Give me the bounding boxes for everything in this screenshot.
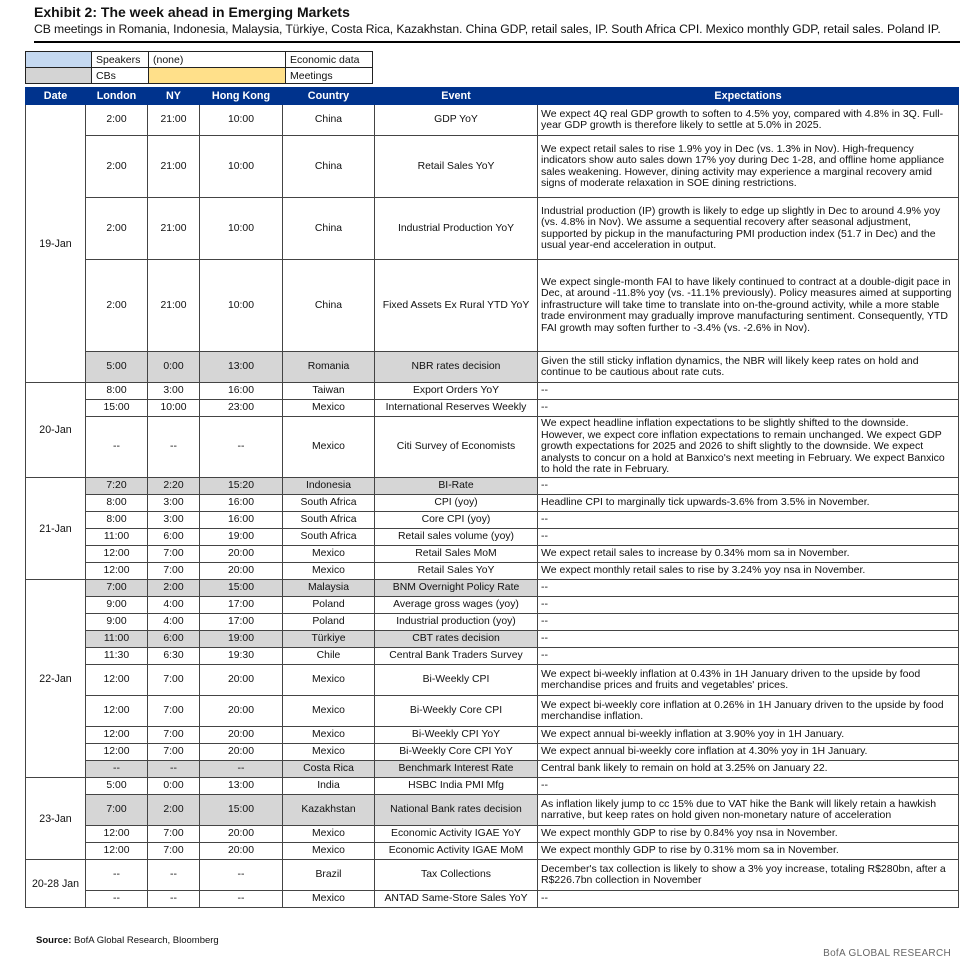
header-ny: NY bbox=[148, 88, 200, 105]
expectations-cell: Industrial production (IP) growth is likely to edge up slightly in Dec to around 4.9% yoy (vs. 4.8% in Nov). We assume a sequential recovery after seasonal adjustment, supported by pickup in the manufacturing PMI production index (51.7 in Dec) and the usual year-end acceleration in output. bbox=[538, 198, 959, 260]
ny-time-cell: -- bbox=[148, 417, 200, 478]
hong-kong-time-cell: 13:00 bbox=[200, 352, 283, 383]
london-time-cell: 12:00 bbox=[86, 546, 148, 563]
expectations-cell: We expect retail sales to increase by 0.34% mom sa in November. bbox=[538, 546, 959, 563]
event-cell: BI-Rate bbox=[375, 478, 538, 495]
table-row bbox=[26, 614, 959, 631]
hong-kong-time-cell: 23:00 bbox=[200, 400, 283, 417]
country-cell: Mexico bbox=[283, 665, 375, 696]
ny-time-cell: 0:00 bbox=[148, 778, 200, 795]
table-row bbox=[26, 198, 959, 260]
header-london: London bbox=[86, 88, 148, 105]
hong-kong-time-cell: 20:00 bbox=[200, 546, 283, 563]
table-row bbox=[26, 727, 959, 744]
country-cell: Taiwan bbox=[283, 383, 375, 400]
country-cell: Kazakhstan bbox=[283, 795, 375, 826]
expectations-cell: -- bbox=[538, 614, 959, 631]
hong-kong-time-cell: 10:00 bbox=[200, 198, 283, 260]
event-cell: National Bank rates decision bbox=[375, 795, 538, 826]
event-cell: Retail Sales YoY bbox=[375, 136, 538, 198]
event-cell: Economic Activity IGAE MoM bbox=[375, 843, 538, 860]
table-row bbox=[26, 383, 959, 400]
ny-time-cell: 21:00 bbox=[148, 105, 200, 136]
event-cell: Bi-Weekly Core CPI bbox=[375, 696, 538, 727]
hong-kong-time-cell: 10:00 bbox=[200, 136, 283, 198]
table-row bbox=[26, 761, 959, 778]
date-cell: 20-Jan bbox=[26, 383, 86, 478]
events-table bbox=[25, 87, 959, 908]
hong-kong-time-cell: 20:00 bbox=[200, 563, 283, 580]
legend-cbs-swatch bbox=[26, 68, 92, 84]
event-cell: Benchmark Interest Rate bbox=[375, 761, 538, 778]
london-time-cell: 12:00 bbox=[86, 665, 148, 696]
event-cell: Bi-Weekly CPI YoY bbox=[375, 727, 538, 744]
country-cell: Mexico bbox=[283, 696, 375, 727]
ny-time-cell: 7:00 bbox=[148, 563, 200, 580]
footer-brand: BofA GLOBAL RESEARCH bbox=[823, 948, 951, 959]
ny-time-cell: -- bbox=[148, 891, 200, 908]
date-cell: 21-Jan bbox=[26, 478, 86, 580]
london-time-cell: 8:00 bbox=[86, 495, 148, 512]
hong-kong-time-cell: 10:00 bbox=[200, 105, 283, 136]
hong-kong-time-cell: 19:00 bbox=[200, 529, 283, 546]
expectations-cell: We expect monthly GDP to rise by 0.31% mom sa in November. bbox=[538, 843, 959, 860]
event-cell: Bi-Weekly Core CPI YoY bbox=[375, 744, 538, 761]
date-cell: 23-Jan bbox=[26, 778, 86, 860]
event-cell: HSBC India PMI Mfg bbox=[375, 778, 538, 795]
ny-time-cell: 7:00 bbox=[148, 727, 200, 744]
hong-kong-time-cell: 16:00 bbox=[200, 512, 283, 529]
event-cell: Retail sales volume (yoy) bbox=[375, 529, 538, 546]
country-cell: China bbox=[283, 136, 375, 198]
event-cell: Economic Activity IGAE YoY bbox=[375, 826, 538, 843]
ny-time-cell: 7:00 bbox=[148, 546, 200, 563]
country-cell: Indonesia bbox=[283, 478, 375, 495]
london-time-cell: 2:00 bbox=[86, 260, 148, 352]
event-cell: CPI (yoy) bbox=[375, 495, 538, 512]
hong-kong-time-cell: 20:00 bbox=[200, 696, 283, 727]
expectations-cell: -- bbox=[538, 400, 959, 417]
table-row bbox=[26, 105, 959, 136]
table-row bbox=[26, 597, 959, 614]
date-cell: 20-28 Jan bbox=[26, 860, 86, 908]
event-cell: Bi-Weekly CPI bbox=[375, 665, 538, 696]
country-cell: Mexico bbox=[283, 843, 375, 860]
legend-economic-data-label: Economic data bbox=[286, 52, 373, 68]
london-time-cell: 12:00 bbox=[86, 563, 148, 580]
table-row bbox=[26, 665, 959, 696]
ny-time-cell: 4:00 bbox=[148, 614, 200, 631]
event-cell: Industrial Production YoY bbox=[375, 198, 538, 260]
table-row bbox=[26, 495, 959, 512]
london-time-cell: 12:00 bbox=[86, 826, 148, 843]
london-time-cell: 7:00 bbox=[86, 795, 148, 826]
country-cell: Türkiye bbox=[283, 631, 375, 648]
table-row bbox=[26, 744, 959, 761]
expectations-cell: -- bbox=[538, 631, 959, 648]
header-event: Event bbox=[375, 88, 538, 105]
ny-time-cell: 2:00 bbox=[148, 580, 200, 597]
expectations-cell: -- bbox=[538, 512, 959, 529]
ny-time-cell: 21:00 bbox=[148, 198, 200, 260]
legend-speakers-swatch bbox=[26, 52, 92, 68]
hong-kong-time-cell: 20:00 bbox=[200, 843, 283, 860]
london-time-cell: 8:00 bbox=[86, 383, 148, 400]
expectations-cell: We expect headline inflation expectations to be slightly shifted to the downside. However, we expect core inflation expectations to remain unchanged. We expect GDP growth expectations for 2025 and 2026 to shift slightly to the downside. We expect analysts to concur on a hold at Banxico's next meeting in February. We expect Banxico to hold the rate in February. bbox=[538, 417, 959, 478]
ny-time-cell: 2:00 bbox=[148, 795, 200, 826]
london-time-cell: 9:00 bbox=[86, 597, 148, 614]
london-time-cell: 11:00 bbox=[86, 631, 148, 648]
london-time-cell: 7:00 bbox=[86, 580, 148, 597]
london-time-cell: 12:00 bbox=[86, 696, 148, 727]
event-cell: CBT rates decision bbox=[375, 631, 538, 648]
country-cell: Mexico bbox=[283, 826, 375, 843]
hong-kong-time-cell: 13:00 bbox=[200, 778, 283, 795]
table-row bbox=[26, 696, 959, 727]
table-row bbox=[26, 648, 959, 665]
event-cell: GDP YoY bbox=[375, 105, 538, 136]
legend-speakers-label: Speakers bbox=[92, 52, 149, 68]
country-cell: India bbox=[283, 778, 375, 795]
header-country: Country bbox=[283, 88, 375, 105]
expectations-cell: Headline CPI to marginally tick upwards-3.6% from 3.5% in November. bbox=[538, 495, 959, 512]
expectations-cell: Given the still sticky inflation dynamics, the NBR will likely keep rates on hold and continue to be cautious about rate cuts. bbox=[538, 352, 959, 383]
ny-time-cell: 21:00 bbox=[148, 136, 200, 198]
country-cell: Mexico bbox=[283, 563, 375, 580]
ny-time-cell: 10:00 bbox=[148, 400, 200, 417]
event-cell: Central Bank Traders Survey bbox=[375, 648, 538, 665]
expectations-cell: We expect annual bi-weekly inflation at 3.90% yoy in 1H January. bbox=[538, 727, 959, 744]
date-cell: 22-Jan bbox=[26, 580, 86, 778]
table-row bbox=[26, 843, 959, 860]
london-time-cell: -- bbox=[86, 761, 148, 778]
country-cell: Mexico bbox=[283, 727, 375, 744]
table-row bbox=[26, 400, 959, 417]
source-text: BofA Global Research, Bloomberg bbox=[74, 935, 219, 946]
expectations-cell: We expect single-month FAI to have likely continued to contract at a double-digit pace in Dec, at around -11.8% yoy (vs. -11.1% previously). Policy measures aimed at supporting infrastructure will take time to translate into on-the-ground activity, while a more stable trade environment may gradually improve manufacturing sentiment. Consequently, YTD FAI growth may soften further to -3.4% (vs. -2.6% in Nov). bbox=[538, 260, 959, 352]
country-cell: Mexico bbox=[283, 400, 375, 417]
table-row bbox=[26, 778, 959, 795]
table-row bbox=[26, 352, 959, 383]
ny-time-cell: 7:00 bbox=[148, 665, 200, 696]
ny-time-cell: -- bbox=[148, 860, 200, 891]
event-cell: BNM Overnight Policy Rate bbox=[375, 580, 538, 597]
legend-speakers-highlight-swatch bbox=[149, 68, 286, 84]
country-cell: Poland bbox=[283, 614, 375, 631]
london-time-cell: 5:00 bbox=[86, 778, 148, 795]
country-cell: Mexico bbox=[283, 891, 375, 908]
hong-kong-time-cell: 19:00 bbox=[200, 631, 283, 648]
london-time-cell: 2:00 bbox=[86, 198, 148, 260]
country-cell: Mexico bbox=[283, 744, 375, 761]
event-cell: Average gross wages (yoy) bbox=[375, 597, 538, 614]
london-time-cell: 15:00 bbox=[86, 400, 148, 417]
legend-table bbox=[25, 51, 373, 84]
hong-kong-time-cell: 20:00 bbox=[200, 826, 283, 843]
country-cell: China bbox=[283, 260, 375, 352]
expectations-cell: -- bbox=[538, 478, 959, 495]
expectations-cell: We expect retail sales to rise 1.9% yoy in Dec (vs. 1.3% in Nov). High-frequency indicators show auto sales down 17% yoy during Dec 1-28, and offline home appliance sales weakening. However, dining activity may experience a marginal recovery amid signs of moderate relaxation in SOE dining restrictions. bbox=[538, 136, 959, 198]
header-date: Date bbox=[26, 88, 86, 105]
table-row bbox=[26, 563, 959, 580]
table-row bbox=[26, 478, 959, 495]
exhibit-title: Exhibit 2: The week ahead in Emerging Markets bbox=[34, 4, 350, 20]
ny-time-cell: 6:00 bbox=[148, 529, 200, 546]
ny-time-cell: 3:00 bbox=[148, 512, 200, 529]
source-label: Source: bbox=[36, 935, 72, 946]
table-header-row bbox=[26, 88, 959, 105]
exhibit-subtitle: CB meetings in Romania, Indonesia, Malaysia, Türkiye, Costa Rica, Kazakhstan. China GDP, retail sales, IP. South Africa CPI. Mexico monthly GDP, retail sales. Poland IP. bbox=[34, 22, 941, 36]
expectations-cell: We expect bi-weekly inflation at 0.43% in 1H January driven to the upside by food merchandise prices and fruits and vegetables' prices. bbox=[538, 665, 959, 696]
hong-kong-time-cell: 17:00 bbox=[200, 614, 283, 631]
country-cell: Chile bbox=[283, 648, 375, 665]
country-cell: Costa Rica bbox=[283, 761, 375, 778]
expectations-cell: -- bbox=[538, 580, 959, 597]
hong-kong-time-cell: 16:00 bbox=[200, 495, 283, 512]
expectations-cell: -- bbox=[538, 778, 959, 795]
table-row bbox=[26, 891, 959, 908]
table-row bbox=[26, 580, 959, 597]
expectations-cell: -- bbox=[538, 597, 959, 614]
ny-time-cell: 3:00 bbox=[148, 495, 200, 512]
event-cell: Citi Survey of Economists bbox=[375, 417, 538, 478]
event-cell: ANTAD Same-Store Sales YoY bbox=[375, 891, 538, 908]
hong-kong-time-cell: 15:00 bbox=[200, 795, 283, 826]
london-time-cell: 7:20 bbox=[86, 478, 148, 495]
hong-kong-time-cell: 10:00 bbox=[200, 260, 283, 352]
expectations-cell: -- bbox=[538, 383, 959, 400]
expectations-cell: We expect 4Q real GDP growth to soften to 4.5% yoy, compared with 4.8% in 3Q. Full-year GDP growth is therefore likely to settle at 5.0% in 2025. bbox=[538, 105, 959, 136]
ny-time-cell: 7:00 bbox=[148, 843, 200, 860]
table-row bbox=[26, 260, 959, 352]
expectations-cell: -- bbox=[538, 529, 959, 546]
date-cell: 19-Jan bbox=[26, 105, 86, 383]
london-time-cell: 11:00 bbox=[86, 529, 148, 546]
legend-none-label: (none) bbox=[149, 52, 286, 68]
london-time-cell: 11:30 bbox=[86, 648, 148, 665]
table-row bbox=[26, 860, 959, 891]
london-time-cell: 12:00 bbox=[86, 727, 148, 744]
event-cell: Fixed Assets Ex Rural YTD YoY bbox=[375, 260, 538, 352]
ny-time-cell: 6:30 bbox=[148, 648, 200, 665]
ny-time-cell: 6:00 bbox=[148, 631, 200, 648]
ny-time-cell: 7:00 bbox=[148, 696, 200, 727]
country-cell: Mexico bbox=[283, 546, 375, 563]
country-cell: South Africa bbox=[283, 512, 375, 529]
country-cell: Romania bbox=[283, 352, 375, 383]
hong-kong-time-cell: -- bbox=[200, 761, 283, 778]
header-expectations: Expectations bbox=[538, 88, 959, 105]
london-time-cell: 12:00 bbox=[86, 744, 148, 761]
country-cell: China bbox=[283, 198, 375, 260]
country-cell: China bbox=[283, 105, 375, 136]
table-row bbox=[26, 529, 959, 546]
ny-time-cell: 7:00 bbox=[148, 744, 200, 761]
expectations-cell: Central bank likely to remain on hold at 3.25% on January 22. bbox=[538, 761, 959, 778]
table-row bbox=[26, 631, 959, 648]
hong-kong-time-cell: 17:00 bbox=[200, 597, 283, 614]
table-row bbox=[26, 417, 959, 478]
expectations-cell: We expect bi-weekly core inflation at 0.26% in 1H January driven to the upside by food merchandise inflation. bbox=[538, 696, 959, 727]
london-time-cell: 12:00 bbox=[86, 843, 148, 860]
ny-time-cell: 7:00 bbox=[148, 826, 200, 843]
ny-time-cell: 21:00 bbox=[148, 260, 200, 352]
event-cell: International Reserves Weekly bbox=[375, 400, 538, 417]
source-note bbox=[36, 935, 219, 946]
hong-kong-time-cell: 16:00 bbox=[200, 383, 283, 400]
london-time-cell: 2:00 bbox=[86, 136, 148, 198]
expectations-cell: -- bbox=[538, 891, 959, 908]
hong-kong-time-cell: 20:00 bbox=[200, 665, 283, 696]
country-cell: South Africa bbox=[283, 495, 375, 512]
country-cell: Poland bbox=[283, 597, 375, 614]
hong-kong-time-cell: -- bbox=[200, 417, 283, 478]
expectations-cell: December's tax collection is likely to show a 3% yoy increase, totaling R$280bn, after a R$226.7bn collection in November bbox=[538, 860, 959, 891]
legend-meetings-label: Meetings bbox=[286, 68, 373, 84]
ny-time-cell: 4:00 bbox=[148, 597, 200, 614]
event-cell: Tax Collections bbox=[375, 860, 538, 891]
expectations-cell: We expect monthly GDP to rise by 0.84% yoy nsa in November. bbox=[538, 826, 959, 843]
expectations-cell: We expect annual bi-weekly core inflation at 4.30% yoy in 1H January. bbox=[538, 744, 959, 761]
country-cell: South Africa bbox=[283, 529, 375, 546]
hong-kong-time-cell: 19:30 bbox=[200, 648, 283, 665]
ny-time-cell: -- bbox=[148, 761, 200, 778]
london-time-cell: 9:00 bbox=[86, 614, 148, 631]
london-time-cell: -- bbox=[86, 891, 148, 908]
table-row bbox=[26, 136, 959, 198]
event-cell: Retail Sales YoY bbox=[375, 563, 538, 580]
ny-time-cell: 3:00 bbox=[148, 383, 200, 400]
event-cell: Industrial production (yoy) bbox=[375, 614, 538, 631]
ny-time-cell: 0:00 bbox=[148, 352, 200, 383]
london-time-cell: 8:00 bbox=[86, 512, 148, 529]
london-time-cell: 5:00 bbox=[86, 352, 148, 383]
country-cell: Mexico bbox=[283, 417, 375, 478]
expectations-cell: As inflation likely jump to cc 15% due to VAT hike the Bank will likely retain a hawkish narrative, but keep rates on hold given non-monetary nature of acceleration bbox=[538, 795, 959, 826]
london-time-cell: -- bbox=[86, 417, 148, 478]
event-cell: Export Orders YoY bbox=[375, 383, 538, 400]
event-cell: Retail Sales MoM bbox=[375, 546, 538, 563]
table-row bbox=[26, 795, 959, 826]
header-hong-kong: Hong Kong bbox=[200, 88, 283, 105]
hong-kong-time-cell: -- bbox=[200, 860, 283, 891]
legend-cbs-label: CBs bbox=[92, 68, 149, 84]
hong-kong-time-cell: -- bbox=[200, 891, 283, 908]
event-cell: Core CPI (yoy) bbox=[375, 512, 538, 529]
ny-time-cell: 2:20 bbox=[148, 478, 200, 495]
hong-kong-time-cell: 15:20 bbox=[200, 478, 283, 495]
country-cell: Brazil bbox=[283, 860, 375, 891]
title-divider bbox=[34, 41, 960, 43]
expectations-cell: -- bbox=[538, 648, 959, 665]
table-row bbox=[26, 512, 959, 529]
london-time-cell: 2:00 bbox=[86, 105, 148, 136]
table-row bbox=[26, 546, 959, 563]
country-cell: Malaysia bbox=[283, 580, 375, 597]
london-time-cell: -- bbox=[86, 860, 148, 891]
table-row bbox=[26, 826, 959, 843]
event-cell: NBR rates decision bbox=[375, 352, 538, 383]
hong-kong-time-cell: 15:00 bbox=[200, 580, 283, 597]
hong-kong-time-cell: 20:00 bbox=[200, 727, 283, 744]
expectations-cell: We expect monthly retail sales to rise by 3.24% yoy nsa in November. bbox=[538, 563, 959, 580]
hong-kong-time-cell: 20:00 bbox=[200, 744, 283, 761]
